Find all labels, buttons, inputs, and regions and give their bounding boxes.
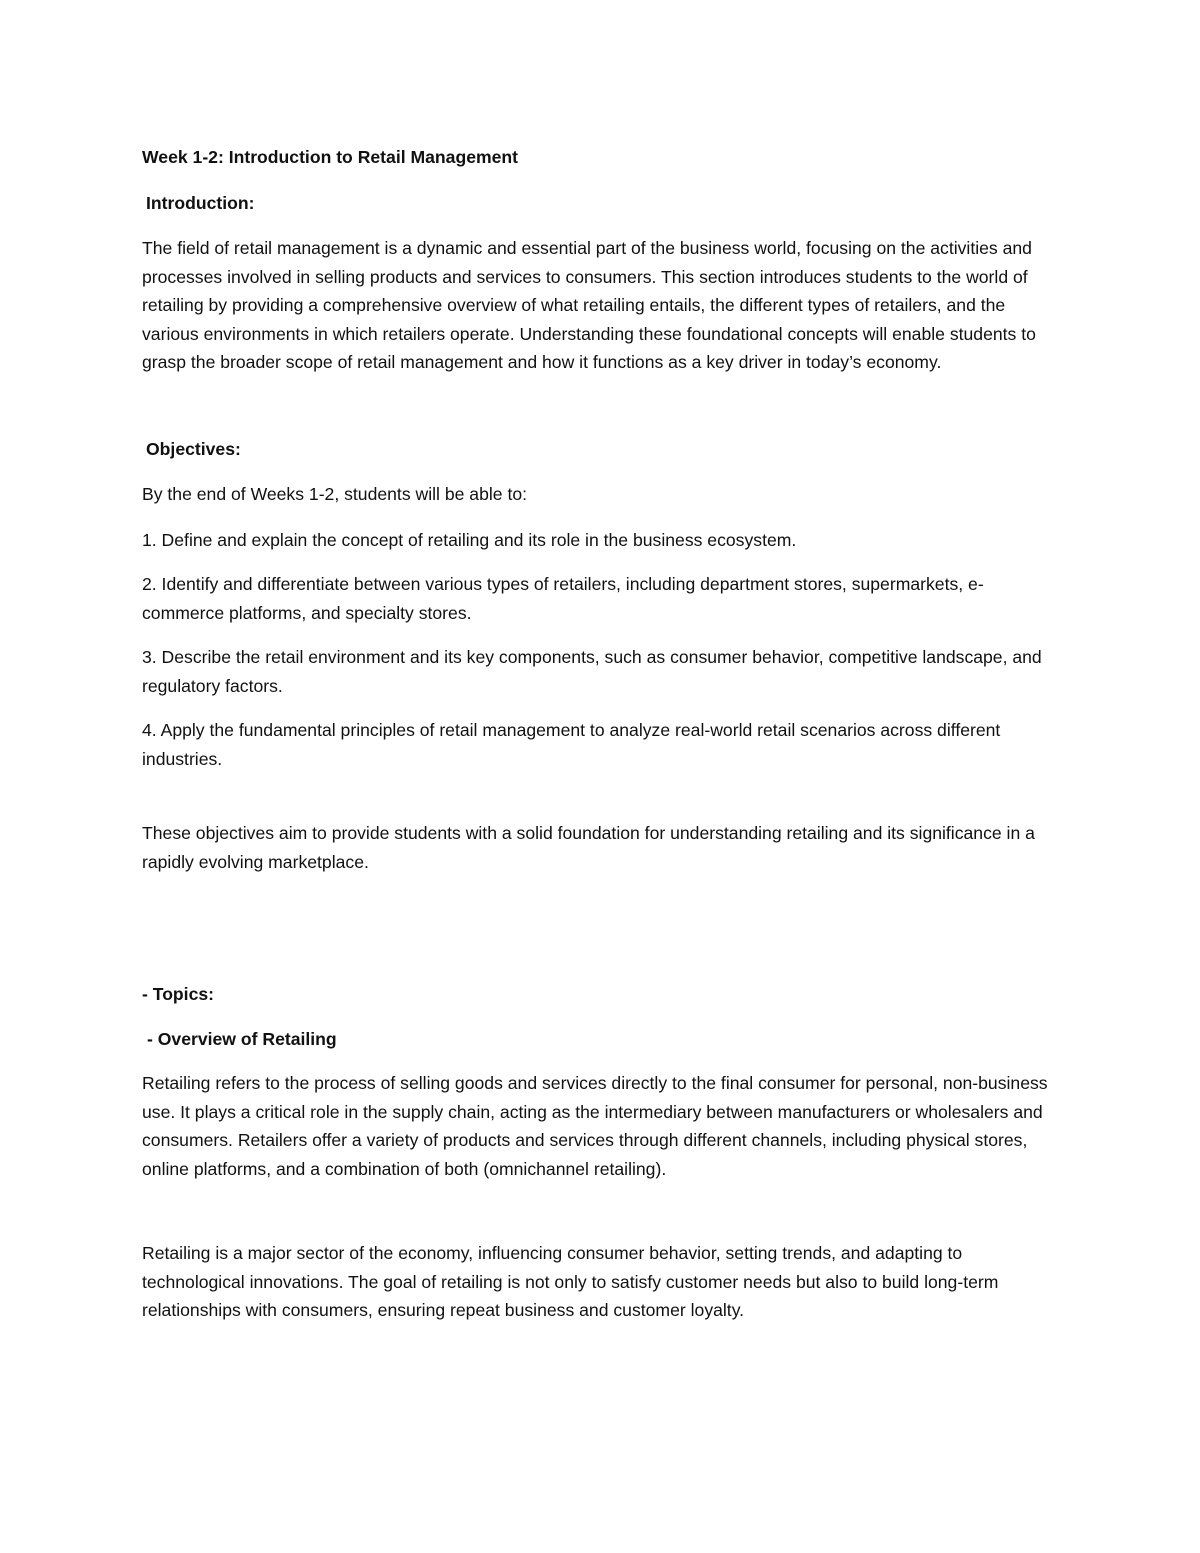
introduction-heading: Introduction: [146, 192, 255, 213]
objectives-heading: Objectives: [146, 438, 241, 459]
objectives-lead: By the end of Weeks 1-2, students will be able to: [142, 484, 528, 504]
introduction-paragraph: The field of retail management is a dynamic and essential part of the business world, focusing on the activities and processes involved in selling products and services to consumers. This section introduces students to the world of retailing by providing a comprehensive overview of what retailing entails, the different types of retailers, and the various environments in which retailers operate. Understanding these foundational concepts will enable students to grasp the broader scope of retail management and how it functions as a key driver in today’s economy. [142, 238, 1036, 372]
overview-paragraph-1: Retailing refers to the process of selling goods and services directly to the final consumer for personal, non-business use. It plays a critical role in the supply chain, acting as the intermediary between manufacturers or wholesalers and consumers. Retailers offer a variety of products and services through different channels, including physical stores, online platforms, and a combination of both (omnichannel retailing). [142, 1073, 1048, 1179]
objective-item-3: 3. Describe the retail environment and its key components, such as consumer behavior, competitive landscape, and regulatory factors. [142, 647, 1042, 696]
overview-heading: - Overview of Retailing [147, 1028, 337, 1049]
objective-item-1: 1. Define and explain the concept of retailing and its role in the business ecosystem. [142, 529, 797, 550]
objective-item-4: 4. Apply the fundamental principles of retail management to analyze real-world retail scenarios across different industries. [142, 720, 1001, 769]
document-body [142, 143, 1062, 1325]
overview-paragraph-2: Retailing is a major sector of the economy, influencing consumer behavior, setting trends, and adapting to technological innovations. The goal of retailing is not only to satisfy customer needs but also to build long-term relationships with consumers, ensuring repeat business and customer loyalty. [142, 1243, 999, 1320]
topics-heading: - Topics: [142, 984, 214, 1004]
page-title: Week 1-2: Introduction to Retail Management [142, 147, 519, 167]
objective-item-2: 2. Identify and differentiate between various types of retailers, including department stores, supermarkets, e-commerce platforms, and specialty stores. [142, 574, 984, 623]
objectives-summary: These objectives aim to provide students with a solid foundation for understanding retailing and its significance in a rapidly evolving marketplace. [142, 823, 1035, 872]
